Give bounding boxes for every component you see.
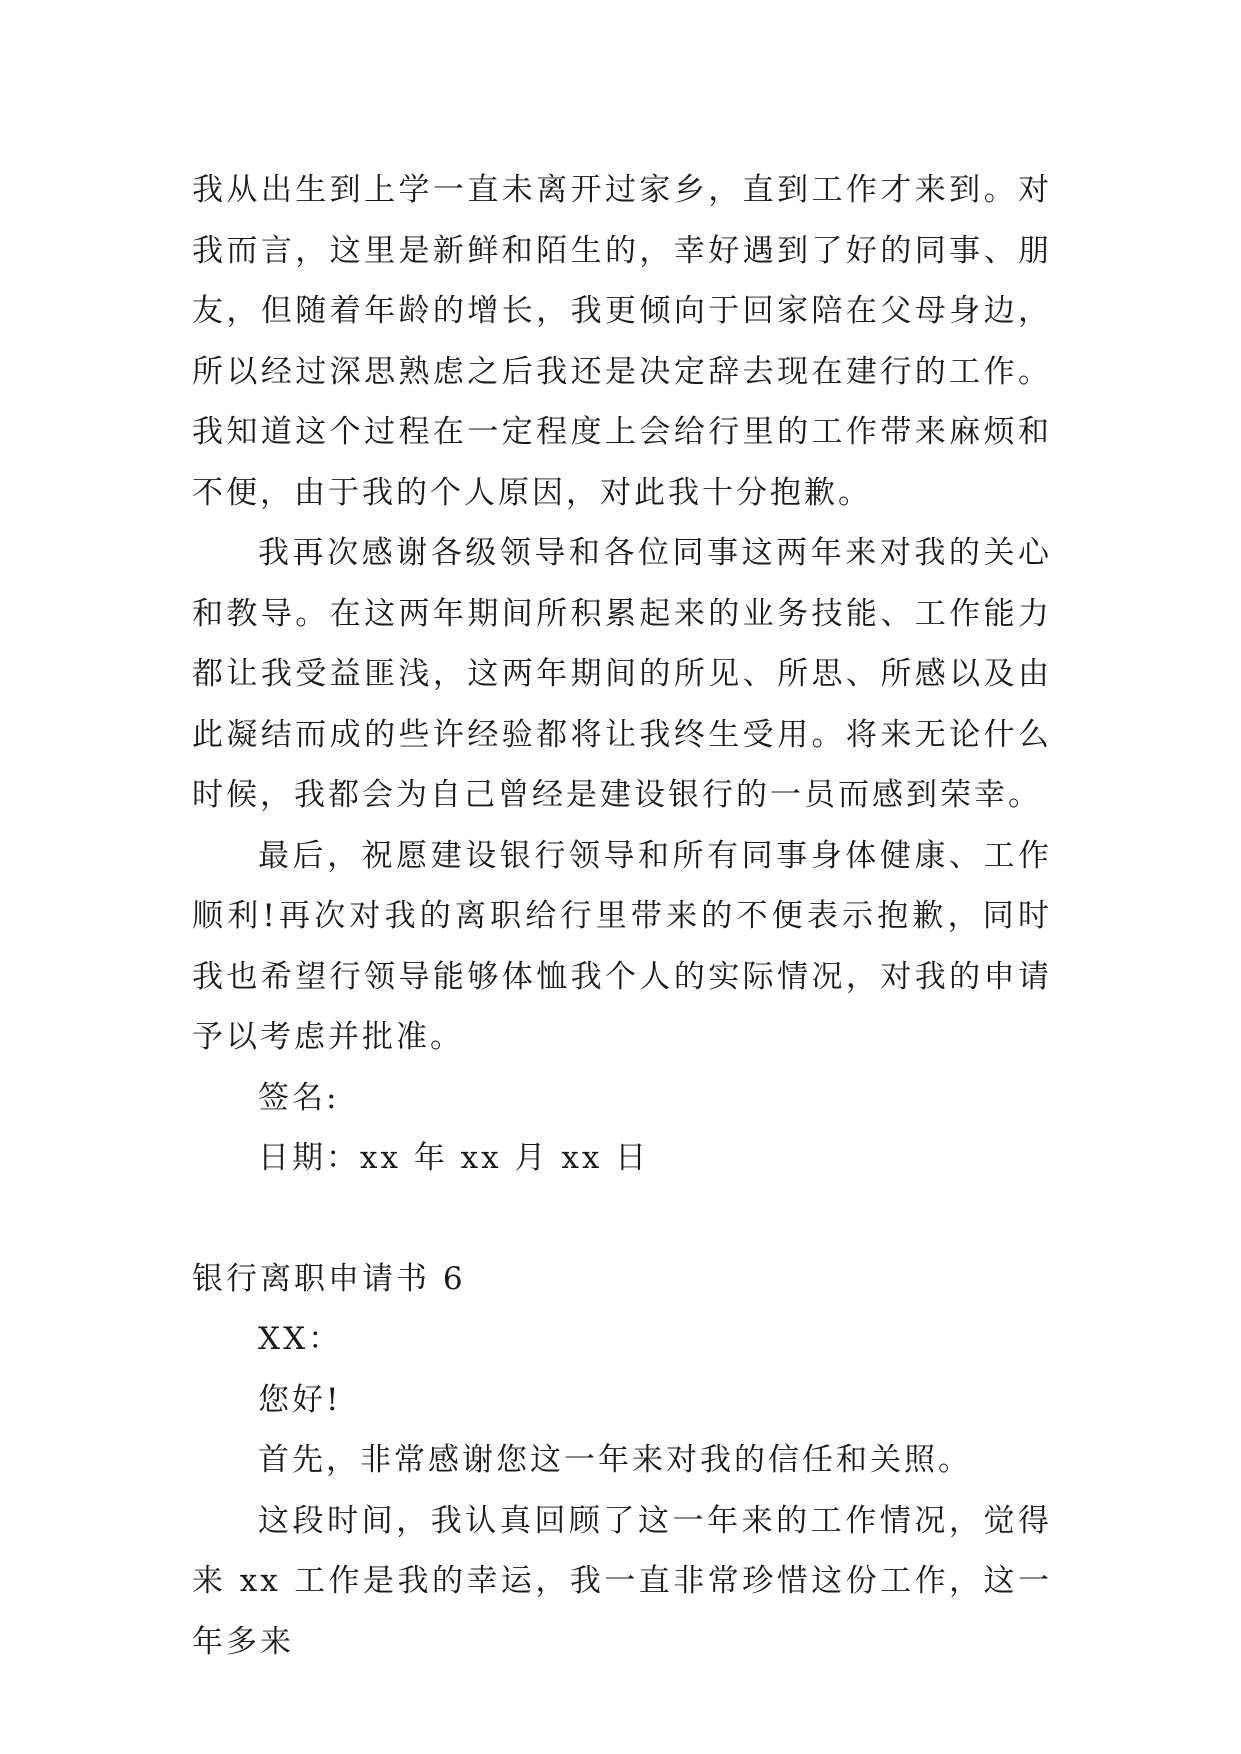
date-line: 日期：xx 年 xx 月 xx 日 bbox=[258, 1140, 650, 1176]
paragraph-3: 最后，祝愿建设银行领导和所有同事身体健康、工作顺利!再次对我的离职给行里带来的不便表示抱歉，同时我也希望行领导能够体恤我个人的实际情况，对我的申请予以考虑并批准。 bbox=[192, 837, 1052, 1055]
section-title: 银行离职申请书 6 bbox=[192, 1260, 466, 1297]
paragraph-4: 首先，非常感谢您这一年来对我的信任和关照。 bbox=[258, 1442, 972, 1478]
document-body bbox=[192, 160, 1052, 1672]
section-gap bbox=[192, 1189, 1052, 1249]
paragraph-1: 我从出生到上学一直未离开过家乡，直到工作才来到。对我而言，这里是新鲜和陌生的，幸好遇到了好的同事、朋友，但随着年龄的增长，我更倾向于回家陪在父母身边，所以经过深思熟虑之后我还是决定辞去现在建行的工作。我知道这个过程在一定程度上会给行里的工作带来麻烦和不便，由于我的个人原因，对此我十分抱歉。 bbox=[192, 172, 1052, 511]
paragraph-2: 我再次感谢各级领导和各位同事这两年来对我的关心和教导。在这两年期间所积累起来的业务技能、工作能力都让我受益匪浅，这两年期间的所见、所思、所感以及由此凝结而成的些许经验都将让我终生受用。将来无论什么时候，我都会为自己曾经是建设银行的一员而感到荣幸。 bbox=[192, 535, 1052, 813]
greeting: 您好! bbox=[258, 1381, 342, 1418]
salutation: XX： bbox=[258, 1321, 343, 1357]
signature-line: 签名: bbox=[258, 1079, 340, 1116]
paragraph-5: 这段时间，我认真回顾了这一年来的工作情况，觉得来 xx 工作是我的幸运，我一直非常珍惜这份工作，这一年多来 bbox=[192, 1502, 1052, 1660]
